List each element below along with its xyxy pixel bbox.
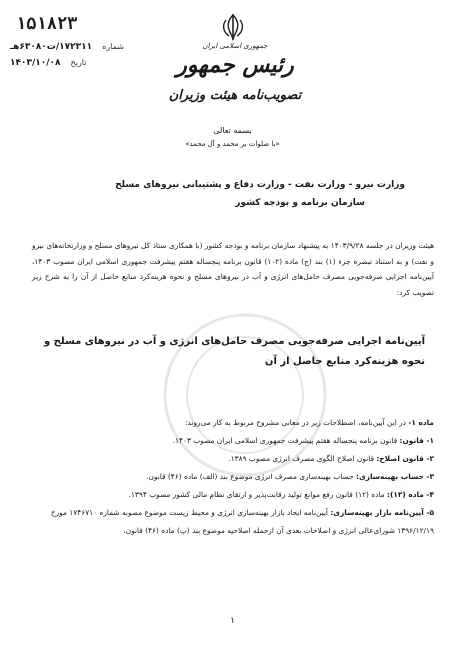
iran-emblem-icon <box>218 12 248 42</box>
definition-4-text: ماده (۱۲) قانون رفع موانع تولید رقابت‌پذیر و ارتقای نظام مالی کشور مصوب ۱۳۹۴. <box>128 490 387 499</box>
article-1 <box>32 414 434 432</box>
president-title: رئیس جمهور <box>176 52 294 78</box>
definition-2-text: قانون اصلاح الگوی مصرف انرژی مصوب ۱۳۸۹. <box>228 454 377 463</box>
cabinet-decree-title: تصویب‌نامه هیئت وزیران <box>168 88 302 103</box>
date-value: ۱۴۰۳/۱۰/۰۸ <box>10 58 61 68</box>
recipients-line-2: سازمان برنامه و بودجه کشور <box>235 198 365 208</box>
date-label: تاریخ <box>70 58 87 67</box>
number-label: شماره <box>102 42 124 51</box>
articles-section <box>32 414 434 540</box>
definition-5 <box>32 504 434 540</box>
definition-1-text: قانون برنامه پنجساله هفتم پیشرفت جمهوری اسلامی ایران مصوب ۱۴۰۳. <box>172 436 400 445</box>
definition-4 <box>32 486 434 504</box>
letter-number-row <box>10 42 124 52</box>
decree-paragraph: هیئت وزیران در جلسه ۱۴۰۳/۹/۲۸ به پیشنهاد سازمان برنامه و بودجه کشور (با همکاری ستاد کل نیروهای مسلح و وزارتخانه‌های نیرو و نفت) و به استناد تبصره جزء (۱) بند (ج) ماده (۱۰۲) قانون برنامه پنجساله هفتم پیشرفت جمهوری اسلامی ایران مصوب ۱۴۰۳، آیین‌نامه اجرایی صرفه‌جویی مصرف حامل‌های انرژی و آب در نیروهای مسلح و نحوه هزینه‌کرد منابع حاصل از آن را به شرح زیر تصویب کرد: <box>32 241 434 297</box>
article-1-heading: ماده ۱- <box>408 418 434 427</box>
republic-label: جمهوری اسلامی ایران <box>202 42 268 50</box>
recipients-line-1: وزارت نیرو - وزارت نفت - وزارت دفاع و پشتیبانی نیروهای مسلح <box>115 180 405 190</box>
salawat: «با صلوات بر محمد و آل محمد» <box>185 140 280 148</box>
definition-1 <box>32 432 434 450</box>
definition-3 <box>32 468 434 486</box>
definition-4-term: ۴- ماده (۱۲): <box>387 490 434 499</box>
letter-date-row <box>10 58 86 68</box>
definition-2-term: ۲- قانون اصلاح: <box>376 454 434 463</box>
definition-3-text: حساب بهینه‌سازی مصرف انرژی موضوع بند (الف) ماده (۴۶) قانون. <box>146 472 357 481</box>
definition-5-term: ۵- آیین‌نامه بازار بهینه‌سازی: <box>330 508 434 517</box>
page-number: ۱ <box>230 616 235 626</box>
definition-2 <box>32 450 434 468</box>
number-value: ۱۷۲۳۱۱/ت۶۳۰۸۰هـ <box>10 42 93 52</box>
definition-3-term: ۳- حساب بهینه‌سازی: <box>356 472 434 481</box>
bismillah: بسمه تعالی <box>213 126 252 135</box>
definition-5-text: آیین‌نامه ایجاد بازار بهینه‌سازی انرژی و محیط زیست موضوع مصوبه شماره ۱۷۴۶۷۱۰ مورخ ۱۳۹۶/۱۲/۱۹ شورای‌عالی انرژی و اصلاحات بعدی آن ازجمله اصلاحیه موضوع بند (پ) ماده (۴۶) قانون. <box>50 508 434 535</box>
bylaw-title-line-2: نحوه هزینه‌کرد منابع حاصل از آن <box>264 356 425 367</box>
article-1-text: در این آیین‌نامه، اصطلاحات زیر در معانی مشروح مربوط به کار می‌روند: <box>185 418 409 427</box>
definition-1-term: ۱- قانون: <box>399 436 434 445</box>
serial-number: ۱۵۱۸۲۳ <box>16 14 78 34</box>
bylaw-title-line-1: آیین‌نامه اجرایی صرفه‌جویی مصرف حامل‌های انرژی و آب در نیروهای مسلح و <box>43 336 425 347</box>
